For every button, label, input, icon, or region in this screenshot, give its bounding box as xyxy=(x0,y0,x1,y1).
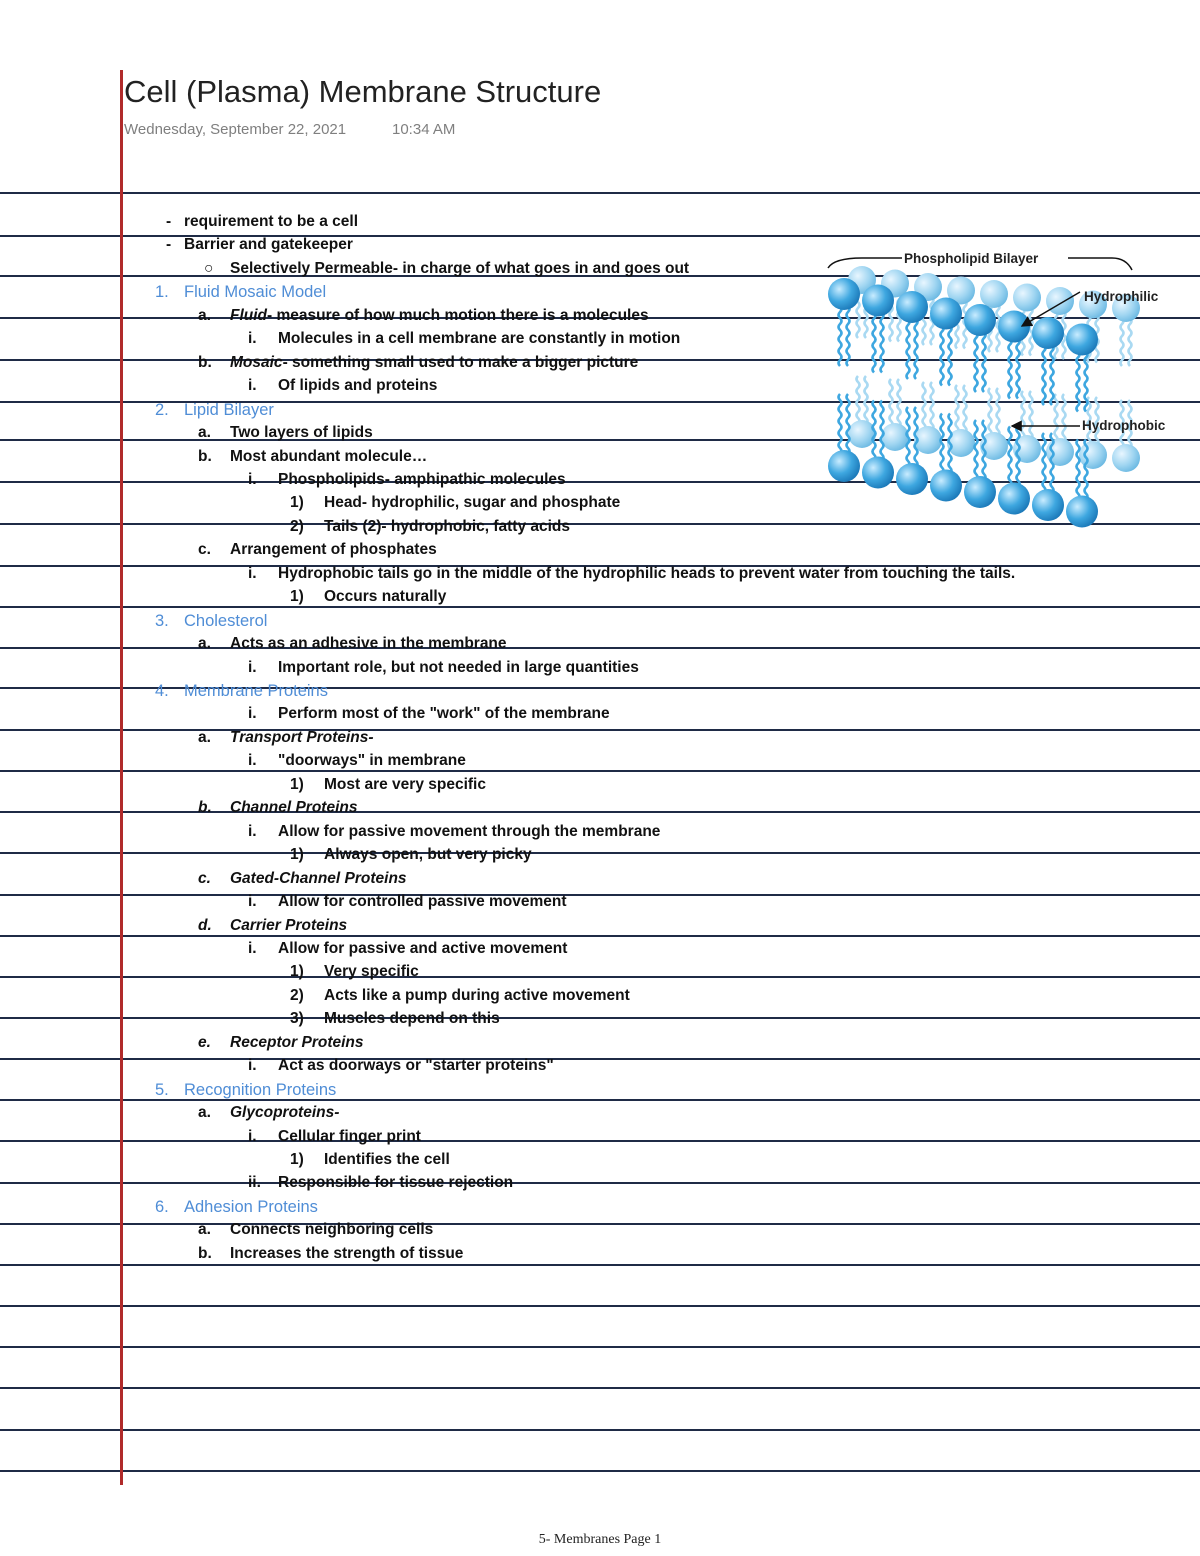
outline-item xyxy=(0,774,1200,796)
lipid-tail xyxy=(907,319,910,379)
lipid-head xyxy=(1046,287,1074,315)
outline-item xyxy=(0,1172,1200,1194)
outline-text: Molecules in a cell membrane are constantly in motion xyxy=(278,330,681,348)
section-heading xyxy=(0,1079,1200,1101)
outline-marker: ○ xyxy=(204,259,214,277)
outline-item xyxy=(0,797,1200,819)
lipid-tail xyxy=(1051,345,1054,405)
outline-item xyxy=(0,539,1200,561)
lipid-tail xyxy=(1121,318,1124,366)
outline-item xyxy=(0,1219,1200,1241)
outline-marker: i. xyxy=(248,330,257,348)
bilayer-title-label: Phospholipid Bilayer xyxy=(904,251,1039,266)
outline-marker: 3) xyxy=(290,1010,304,1028)
lipid-tail xyxy=(997,388,1000,436)
outline-marker: 2. xyxy=(155,400,169,419)
italic-term: Fluid xyxy=(230,306,268,324)
lipid-tail xyxy=(975,420,978,480)
lipid-tail xyxy=(1017,427,1020,487)
page-time: 10:34 AM xyxy=(392,121,456,138)
outline-text: Hydrophobic tails go in the middle of the hydrophilic heads to prevent water from touching the tails. xyxy=(278,564,1016,582)
lipid-tail xyxy=(873,401,876,461)
outline-text: Always open, but very picky xyxy=(324,846,532,864)
outline-text: - something small used to make a bigger picture xyxy=(282,353,639,371)
outline-marker: 1. xyxy=(155,283,169,302)
outline-item xyxy=(0,915,1200,937)
lipid-tail xyxy=(983,420,986,480)
hydrophilic-label: Hydrophilic xyxy=(1084,289,1159,304)
outline-text: Responsible for tissue rejection xyxy=(278,1174,514,1192)
outline-text: Acts like a pump during active movement xyxy=(324,986,630,1004)
outline-text: Membrane Proteins xyxy=(184,682,328,700)
outline-marker: i. xyxy=(248,377,257,395)
italic-term: Gated-Channel Proteins xyxy=(230,869,407,887)
lipid-tail xyxy=(898,379,901,427)
outline-marker: a. xyxy=(198,728,211,746)
outline-marker: 6. xyxy=(155,1197,169,1216)
lipid-head xyxy=(896,291,928,323)
outline-marker: 1) xyxy=(290,775,304,793)
lipid-tail xyxy=(890,379,893,427)
lipid-head xyxy=(930,298,962,330)
lipid-tail xyxy=(923,382,926,430)
outline-text: "doorways" in membrane xyxy=(278,752,466,770)
outline-text: Allow for passive and active movement xyxy=(278,939,568,957)
lipid-tail xyxy=(915,407,918,467)
lipid-head xyxy=(881,423,909,451)
lipid-tail xyxy=(975,332,978,392)
outline-marker: a. xyxy=(198,306,211,324)
lipid-tail xyxy=(847,306,850,366)
lipid-head xyxy=(896,463,928,495)
outline-marker: 4. xyxy=(155,682,169,700)
lipid-tail xyxy=(915,319,918,379)
outline-marker: 1) xyxy=(290,494,304,512)
outline-marker: a. xyxy=(198,1104,211,1122)
lipid-tail xyxy=(1077,352,1080,412)
outline-text: Fluid Mosaic Model xyxy=(184,283,327,302)
outline-text: Allow for controlled passive movement xyxy=(278,893,567,911)
phospholipid-bilayer-diagram xyxy=(822,248,1184,538)
lipid-head xyxy=(964,476,996,508)
lipid-tail xyxy=(865,376,868,424)
outline-text: Perform most of the "work" of the membrane xyxy=(278,705,610,723)
outline-item xyxy=(0,961,1200,983)
outline-marker: a. xyxy=(198,635,211,653)
lipid-head xyxy=(862,457,894,489)
outline-item xyxy=(0,1055,1200,1077)
outline-item xyxy=(0,657,1200,679)
outline-item xyxy=(0,633,1200,655)
lipid-tail xyxy=(1030,308,1033,356)
outline-item xyxy=(0,1008,1200,1030)
lipid-tail xyxy=(907,407,910,467)
outline-marker: c. xyxy=(198,541,211,559)
section-heading xyxy=(0,680,1200,702)
outline-item xyxy=(0,938,1200,960)
outline-item xyxy=(0,1102,1200,1124)
hydrophobic-label: Hydrophobic xyxy=(1082,418,1166,433)
outline-item xyxy=(0,727,1200,749)
outline-marker: 1) xyxy=(290,963,304,981)
outline-text: Cellular finger print xyxy=(278,1127,421,1145)
outline-text: Head- hydrophilic, sugar and phosphate xyxy=(324,494,621,512)
outline-marker: b. xyxy=(198,799,212,817)
outline-marker: b. xyxy=(198,1244,212,1262)
lipid-tail xyxy=(1077,440,1080,500)
lipid-tail xyxy=(989,388,992,436)
outline-marker: i. xyxy=(248,658,257,676)
outline-marker: i. xyxy=(248,564,257,582)
outline-item xyxy=(0,1126,1200,1148)
lipid-tail xyxy=(941,326,944,386)
lipid-tail xyxy=(949,414,952,474)
lipid-head xyxy=(998,483,1030,515)
lipid-tail xyxy=(839,394,842,454)
outline-item xyxy=(0,821,1200,843)
lipid-tail xyxy=(1055,394,1058,442)
outline-marker: 1) xyxy=(290,846,304,864)
outline-text: Very specific xyxy=(324,963,419,981)
outline-text: Important role, but not needed in large quantities xyxy=(278,658,639,676)
outline-marker: d. xyxy=(198,916,212,934)
outline-text: Lipid Bilayer xyxy=(184,400,274,419)
lipid-tail xyxy=(1022,391,1025,439)
section-heading xyxy=(0,610,1200,632)
outline-marker: i. xyxy=(248,893,257,911)
lipid-tail xyxy=(1009,339,1012,399)
italic-term: Carrier Proteins xyxy=(230,916,348,934)
outline-text: Two layers of lipids xyxy=(230,424,373,442)
page-title: Cell (Plasma) Membrane Structure xyxy=(124,74,602,109)
lipid-head xyxy=(862,285,894,317)
outline-item xyxy=(0,844,1200,866)
lipid-head xyxy=(1013,284,1041,312)
outline-text: Identifies the cell xyxy=(324,1151,450,1168)
page-date: Wednesday, September 22, 2021 xyxy=(124,121,347,138)
outline-marker: i. xyxy=(248,822,257,840)
italic-term: Glycoproteins- xyxy=(230,1104,340,1122)
outline-marker: - xyxy=(166,236,172,254)
outline-marker: i. xyxy=(248,939,257,957)
outline-text: Muscles depend on this xyxy=(324,1010,500,1028)
lipid-tail xyxy=(857,376,860,424)
outline-marker: c. xyxy=(198,869,211,887)
outline-marker: i. xyxy=(248,1057,257,1075)
outline-text: Acts as an adhesive in the membrane xyxy=(230,635,507,653)
lipid-head xyxy=(828,278,860,310)
outline-marker: e. xyxy=(198,1033,211,1051)
outline-marker: 5. xyxy=(155,1080,169,1099)
lipid-head xyxy=(1112,444,1140,472)
italic-term: Transport Proteins- xyxy=(230,728,374,746)
lipid-head xyxy=(930,470,962,502)
lipid-tail xyxy=(931,382,934,430)
outline-text: Most abundant molecule… xyxy=(230,447,428,465)
outline-marker: a. xyxy=(198,424,211,442)
outline-item xyxy=(0,586,1200,608)
outline-text: Barrier and gatekeeper xyxy=(184,236,353,254)
lipid-head xyxy=(828,450,860,482)
outline-marker: a. xyxy=(198,1221,211,1239)
lipid-head xyxy=(998,311,1030,343)
lipid-tail xyxy=(1009,427,1012,487)
outline-text: Of lipids and proteins xyxy=(278,377,438,395)
outline-text: Phospholipids- amphipathic molecules xyxy=(278,470,566,488)
italic-term: Receptor Proteins xyxy=(230,1033,364,1051)
outline-text: - measure of how much motion there is a molecules xyxy=(267,306,649,324)
lipid-tail xyxy=(1043,433,1046,493)
lipid-tail xyxy=(1063,394,1066,442)
outline-text: Occurs naturally xyxy=(324,588,447,606)
lipid-tail xyxy=(964,385,967,433)
section-heading xyxy=(0,1196,1200,1218)
lipid-tail xyxy=(839,306,842,366)
outline-marker: 1) xyxy=(290,588,304,606)
italic-term: Mosaic xyxy=(230,353,283,371)
outline-marker: 2) xyxy=(290,517,304,535)
outline-marker: i. xyxy=(248,752,257,770)
lipid-tail xyxy=(881,313,884,373)
lipid-head xyxy=(1032,317,1064,349)
outline-text: Recognition Proteins xyxy=(184,1080,337,1099)
outline-marker: - xyxy=(166,213,172,230)
lipid-tail xyxy=(1017,339,1020,399)
lipid-head xyxy=(1066,324,1098,356)
outline-marker: 3. xyxy=(155,611,169,630)
outline-text: Arrangement of phosphates xyxy=(230,541,437,559)
lipid-tail xyxy=(949,326,952,386)
lipid-tail xyxy=(956,385,959,433)
lipid-tail xyxy=(1030,391,1033,439)
outline-marker: b. xyxy=(198,353,212,371)
outline-marker: 1) xyxy=(290,1151,304,1168)
outline-item xyxy=(0,211,1200,233)
outline-item xyxy=(0,1032,1200,1054)
outline-marker: i. xyxy=(248,705,257,723)
lipid-head xyxy=(1079,441,1107,469)
outline-text: Most are very specific xyxy=(324,775,486,793)
outline-text: requirement to be a cell xyxy=(184,213,358,230)
outline-item xyxy=(0,891,1200,913)
outline-text: Connects neighboring cells xyxy=(230,1221,434,1239)
outline-text: Adhesion Proteins xyxy=(184,1197,318,1216)
page-footer: 5- Membranes Page 1 xyxy=(538,1532,662,1547)
outline-text: Increases the strength of tissue xyxy=(230,1244,464,1262)
lipid-head xyxy=(980,280,1008,308)
lipid-head xyxy=(1032,489,1064,521)
lipid-tail xyxy=(1043,345,1046,405)
italic-term: Channel Proteins xyxy=(230,799,358,817)
lipid-tail xyxy=(941,414,944,474)
lipid-head xyxy=(1066,496,1098,528)
outline-marker: i. xyxy=(248,470,257,488)
outline-marker: i. xyxy=(248,1127,257,1145)
lipid-tail xyxy=(873,313,876,373)
outline-item xyxy=(0,750,1200,772)
outline-marker: 2) xyxy=(290,986,304,1004)
lipid-tail xyxy=(847,394,850,454)
outline-text: Act as doorways or "starter proteins" xyxy=(278,1057,554,1075)
outline-item xyxy=(0,1149,1200,1171)
outline-item xyxy=(0,868,1200,890)
outline-marker: ii. xyxy=(248,1174,261,1192)
outline-text: Cholesterol xyxy=(184,611,268,630)
outline-item xyxy=(0,703,1200,725)
outline-item xyxy=(0,1243,1200,1265)
lipid-head xyxy=(964,304,996,336)
outline-text: Selectively Permeable- in charge of what goes in and goes out xyxy=(230,259,690,277)
lipid-head xyxy=(848,420,876,448)
lipid-tail xyxy=(983,332,986,392)
outline-text: Tails (2)- hydrophobic, fatty acids xyxy=(324,517,571,535)
bracket-right-line xyxy=(1068,258,1132,270)
outline-item xyxy=(0,985,1200,1007)
outline-text: Allow for passive movement through the membrane xyxy=(278,822,661,840)
lipid-tail xyxy=(1129,318,1132,366)
outline-item xyxy=(0,563,1200,585)
lipid-tail xyxy=(881,401,884,461)
outline-marker: b. xyxy=(198,447,212,465)
